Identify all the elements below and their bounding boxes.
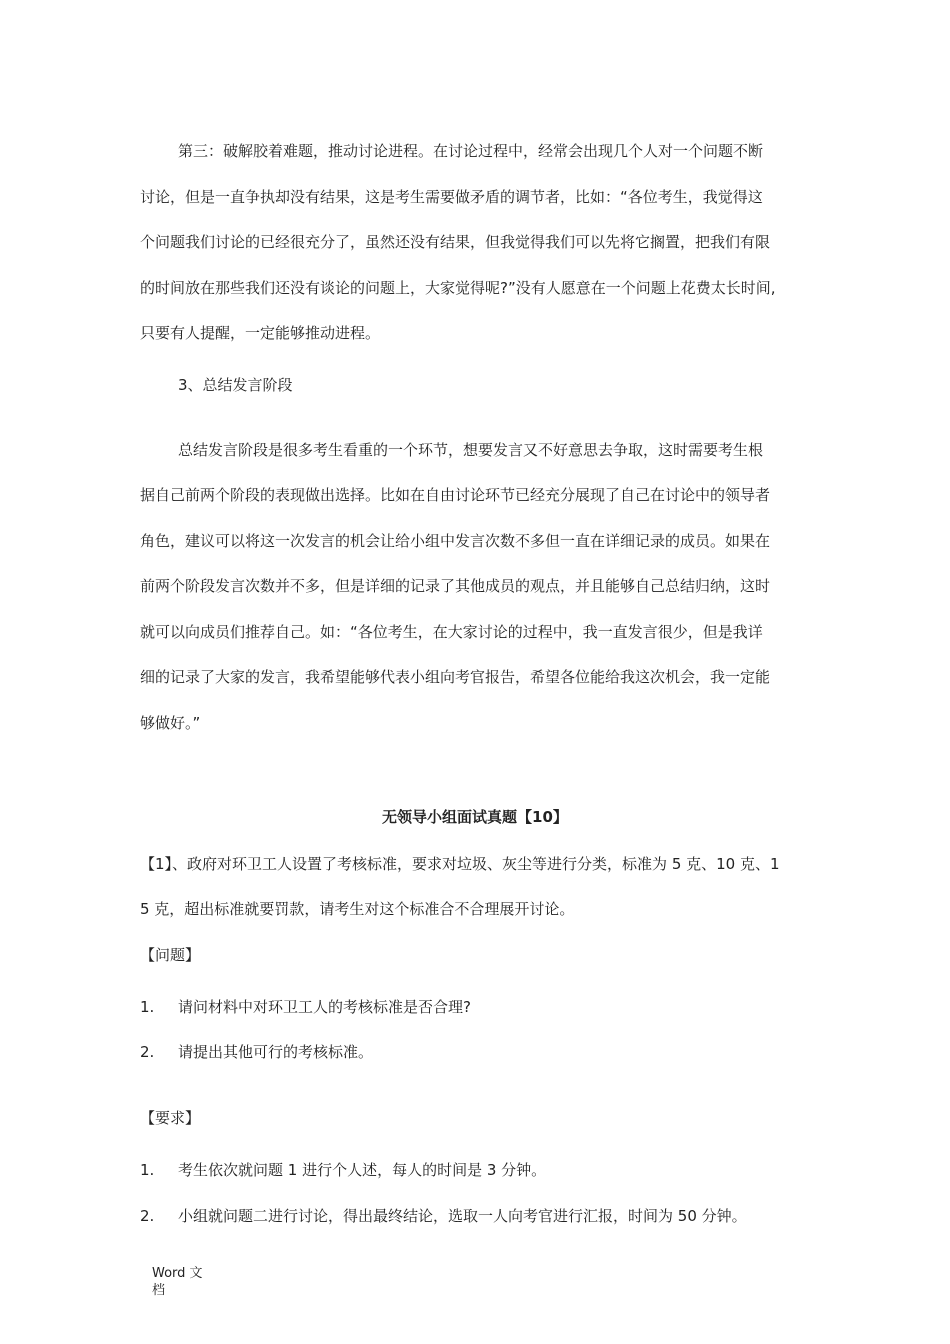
intro-line-2: 讨论，但是一直争执却没有结果，这是考生需要做矛盾的调节者，比如：“各位考生，我觉得这 — [140, 188, 763, 206]
summary-line-5: 就可以向成员们推荐自己。如：“各位考生，在大家讨论的过程中，我一直发言很少，但是我详 — [140, 623, 763, 641]
summary-line-1: 总结发言阶段是很多考生看重的一个环节，想要发言又不好意思去争取，这时需要考生根 — [178, 441, 764, 459]
question-item-2 — [140, 1042, 373, 1062]
requirements-heading: 【要求】 — [140, 1109, 201, 1127]
summary-line-7: 够做好。” — [140, 714, 201, 732]
intro-line-5: 只要有人提醒，一定能够推动进程。 — [140, 324, 381, 342]
question-item-1 — [140, 997, 471, 1017]
summary-line-4: 前两个阶段发言次数并不多，但是详细的记录了其他成员的观点，并且能够自己总结归纳，这时 — [140, 577, 771, 595]
intro-line-4: 的时间放在那些我们还没有谈论的问题上，大家觉得呢?”没有人愿意在一个问题上花费太长时间, — [140, 279, 776, 297]
requirement-number: 1. — [140, 1161, 155, 1179]
summary-line-2: 据自己前两个阶段的表现做出选择。比如在自由讨论环节已经充分展现了自己在讨论中的领导者 — [140, 486, 771, 504]
page-footer — [152, 1265, 203, 1299]
requirement-number: 2. — [140, 1207, 155, 1225]
material-line-1: 【1】、政府对环卫工人设置了考核标准，要求对垃圾、灰尘等进行分类，标准为 5 克、10 克、1 — [140, 855, 780, 873]
questions-heading: 【问题】 — [140, 946, 201, 964]
summary-line-6: 细的记录了大家的发言，我希望能够代表小组向考官报告，希望各位能给我这次机会，我一定能 — [140, 668, 771, 686]
stage3-heading: 3、总结发言阶段 — [178, 376, 293, 394]
footer-line-2: 档 — [152, 1283, 166, 1298]
summary-line-3: 角色，建议可以将这一次发言的机会让给小组中发言次数不多但一直在详细记录的成员。如果在 — [140, 532, 771, 550]
footer-line-1: Word 文 — [152, 1266, 203, 1281]
question-number: 2. — [140, 1043, 155, 1061]
requirement-text: 小组就问题二进行讨论，得出最终结论，选取一人向考官进行汇报，时间为 50 分钟。 — [178, 1207, 747, 1225]
question-text: 请提出其他可行的考核标准。 — [178, 1043, 374, 1061]
question-number: 1. — [140, 998, 155, 1016]
requirement-item-1 — [140, 1160, 546, 1180]
requirement-text: 考生依次就问题 1 进行个人述，每人的时间是 3 分钟。 — [178, 1161, 547, 1179]
intro-line-3: 个问题我们讨论的已经很充分了，虽然还没有结果，但我觉得我们可以先将它搁置，把我们有限 — [140, 233, 771, 251]
intro-line-1: 第三：破解胶着难题，推动讨论进程。在讨论过程中，经常会出现几个人对一个问题不断 — [178, 142, 764, 160]
material-line-2: 5 克，超出标准就要罚款，请考生对这个标准合不合理展开讨论。 — [140, 900, 575, 918]
exam-title: 无领导小组面试真题【10】 — [382, 808, 568, 826]
requirement-item-2 — [140, 1206, 747, 1226]
question-text: 请问材料中对环卫工人的考核标准是否合理? — [178, 998, 471, 1016]
